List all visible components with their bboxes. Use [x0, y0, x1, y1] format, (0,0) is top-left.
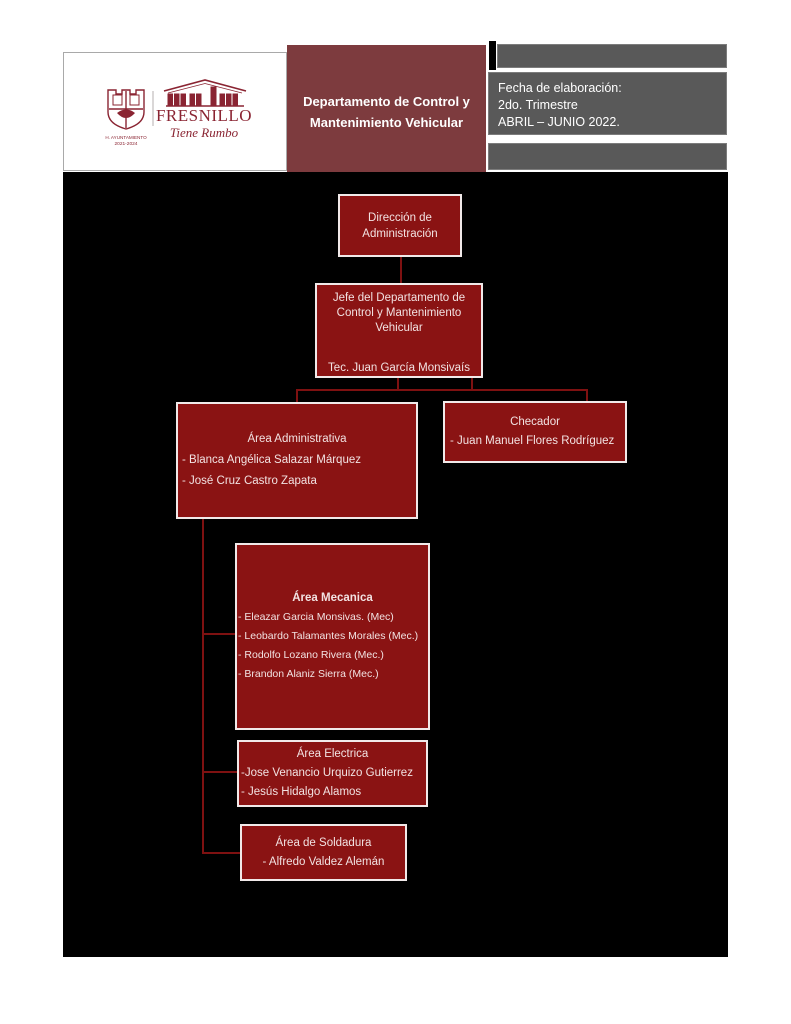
connector-drop-admin [296, 389, 298, 403]
elaboration-date-box [488, 72, 727, 135]
connector-stub-electrica [202, 771, 239, 773]
node-direccion-administracion [338, 194, 462, 257]
node-member: - Rodolfo Lozano Rivera (Mec.) [238, 649, 384, 661]
node-area-mecanica [235, 543, 430, 730]
fresnillo-logo-box [63, 52, 287, 171]
logo-wordmark: FRESNILLO [155, 106, 253, 125]
node-member: - Blanca Angélica Salazar Márquez [182, 454, 361, 466]
node-area-soldadura [240, 824, 407, 881]
node-area-administrativa [176, 402, 418, 519]
connector-stub-mecanica [202, 633, 237, 635]
date-range: ABRIL – JUNIO 2022. [498, 115, 620, 129]
node-title: Checador [510, 416, 560, 428]
node-title: Control y Mantenimiento [336, 307, 462, 319]
department-title-line2: Mantenimiento Vehicular [309, 115, 464, 130]
node-area-electrica [237, 740, 428, 807]
fresnillo-seal-icon [108, 90, 144, 129]
seal-caption-line2: 2021-2024 [114, 142, 138, 147]
node-member: - Eleazar Garcia Monsivas. (Mec) [238, 611, 394, 623]
date-label: Fecha de elaboración: [498, 81, 622, 95]
node-title: Área Electrica [296, 748, 369, 760]
header-gray-bar-bottom [488, 143, 727, 170]
node-title: Área de Soldadura [275, 836, 372, 849]
node-title: Área Administrativa [247, 433, 347, 445]
node-member: - José Cruz Castro Zapata [182, 475, 317, 487]
header-corner-tab [489, 41, 496, 70]
node-member: - Juan Manuel Flores Rodríguez [450, 435, 615, 447]
node-member: - Leobardo Talamantes Morales (Mec.) [238, 630, 419, 642]
node-person: Tec. Juan García Monsivaís [328, 362, 470, 374]
connector-left-rail [202, 519, 204, 854]
connector-stub-soldadura [202, 852, 242, 854]
date-trimester: 2do. Trimestre [498, 98, 578, 112]
node-member: -Jose Venancio Urquizo Gutierrez [241, 767, 413, 779]
node-spacer [317, 336, 481, 340]
node-checador [443, 401, 627, 463]
org-chart-canvas [63, 172, 728, 957]
fresnillo-logo-icon [64, 53, 286, 170]
node-title: Administración [362, 227, 438, 240]
node-jefe-departamento [315, 283, 483, 378]
node-member: - Alfredo Valdez Alemán [262, 855, 385, 868]
node-title: Jefe del Departamento de [332, 292, 466, 304]
connector-horizontal-level2 [296, 389, 588, 391]
department-title-line1: Departamento de Control y [303, 94, 470, 109]
header-gray-bar-top [497, 44, 727, 68]
seal-caption-line1: H. AYUNTAMIENTO [105, 135, 147, 140]
node-member: - Jesús Hidalgo Alamos [241, 786, 362, 798]
fresnillo-building-icon [164, 80, 246, 106]
node-title: Área Mecanica [292, 592, 373, 604]
node-member: - Brandon Alaniz Sierra (Mec.) [238, 668, 379, 680]
department-title-box [287, 45, 486, 176]
node-title: Dirección de [368, 211, 432, 224]
logo-tagline: Tiene Rumbo [169, 125, 239, 140]
node-title: Vehicular [375, 322, 423, 334]
connector-direccion-jefe [400, 257, 402, 283]
